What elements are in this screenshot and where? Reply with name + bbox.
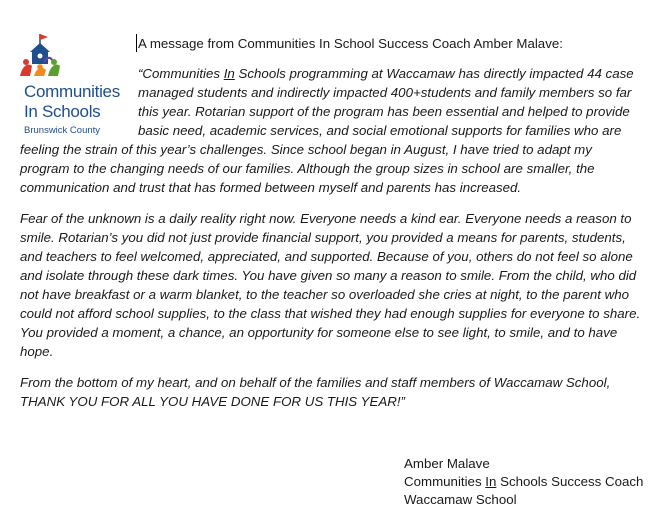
message-header: A message from Communities In School Success Coach Amber Malave:	[138, 36, 563, 51]
signature-title-b: Schools Success Coach	[496, 474, 644, 489]
para1-line1-b: Schools programming at Waccamaw has directly impacted 44 case	[234, 66, 634, 81]
communities-in-schools-logo	[18, 32, 136, 142]
para1-line6: program to the changing needs of our families. Although the group sizes in school are smaller, the	[20, 161, 595, 176]
para1-line5: feeling the strain of this year’s challenges. Since school began in August, I have tried to adapt my	[20, 142, 592, 157]
para1-line1	[138, 65, 634, 84]
schoolhouse-icon	[18, 32, 78, 82]
para1-line1-a: “Communities	[138, 66, 224, 81]
para1-line7: communication and trust that has formed between myself and parents has increased.	[20, 180, 522, 195]
para2-line3: and teachers to feel welcomed, appreciated, and supported. Because of you, others do not feel so alone	[20, 249, 633, 264]
signature-title	[404, 473, 643, 491]
para2-line8: hope.	[20, 344, 54, 359]
para3-line2: THANK YOU FOR ALL YOU HAVE DONE FOR US THIS YEAR!”	[20, 394, 405, 409]
logo-text-brunswick-county: Brunswick County	[24, 125, 101, 136]
para1-line4: basic need, academic services, and social emotional supports for families who are	[138, 123, 622, 138]
text-cursor	[136, 34, 137, 52]
signature-title-in: In	[485, 474, 497, 489]
signature-school: Waccamaw School	[404, 492, 517, 507]
logo-text-in-schools: In Schools	[24, 102, 101, 121]
para1-line1-in: In	[223, 66, 235, 81]
para2-line7: You provided a moment, a chance, an opportunity for someone else to see light, to smile, and to have	[20, 325, 618, 340]
signature-title-a: Communities	[404, 474, 486, 489]
para2-line5: not have breakfast or a warm blanket, to the teacher so overloaded she cries at night, to the parent who	[20, 287, 630, 302]
signature-name: Amber Malave	[404, 456, 490, 471]
para3-line1: From the bottom of my heart, and on behalf of the families and staff members of Waccamaw School,	[20, 375, 611, 390]
logo-text-communities: Communities	[24, 82, 120, 101]
para2-line4: and isolate through these dark times. You have given so many a reason to smile. From the child, who did	[20, 268, 637, 283]
para2-line2: smile. Rotarian’s you did not just provide financial support, you provided a means for parents, students,	[20, 230, 626, 245]
para2-line6: could not afford school supplies, to the class that wished they had enough supplies for everyone to share.	[20, 306, 641, 321]
para1-line3: this year. Rotarian support of the program has been essential and helped to provide	[138, 104, 630, 119]
para2-line1: Fear of the unknown is a daily reality right now. Everyone needs a kind ear. Everyone needs a reason to	[20, 211, 632, 226]
para1-line2: managed students and indirectly impacted 400+students and family members so far	[138, 85, 632, 100]
